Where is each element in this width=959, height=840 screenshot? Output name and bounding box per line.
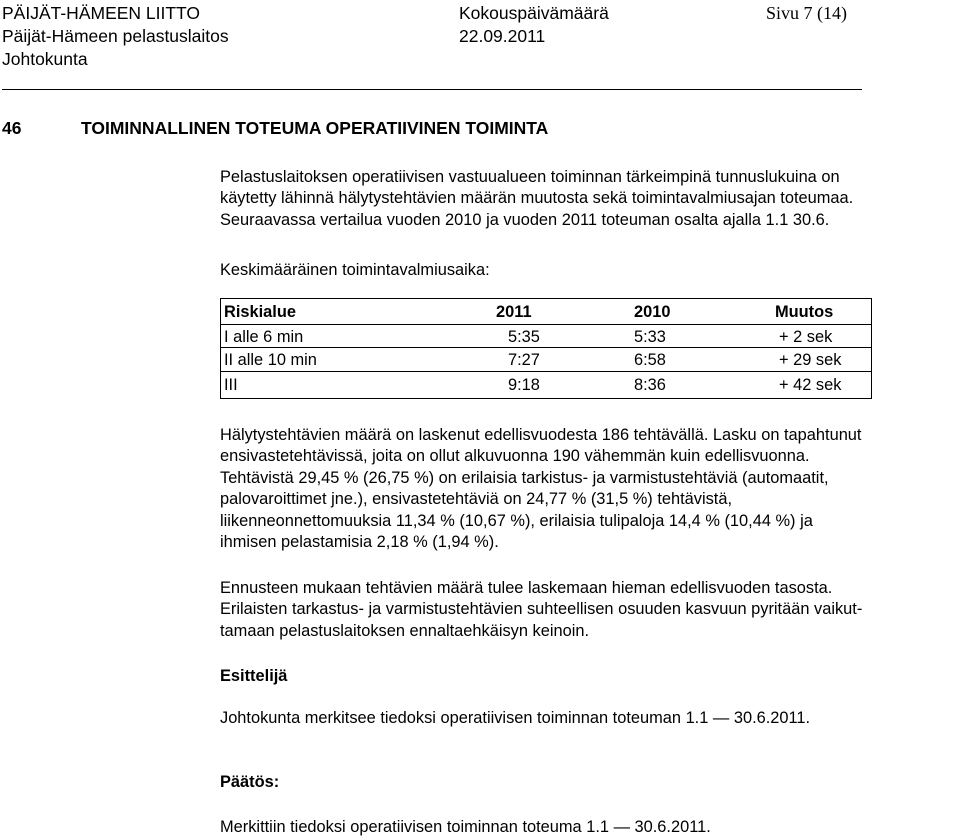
section-number: 46 bbox=[2, 118, 22, 138]
table-cell: 5:33 bbox=[634, 328, 666, 346]
table-cell: 5:35 bbox=[508, 328, 540, 346]
decision-text: Merkittiin tiedoksi operatiivisen toiminnan toteuma 1.1 — 30.6.2011. bbox=[220, 818, 711, 836]
header-body: Johtokunta bbox=[2, 49, 88, 69]
table-cell: 9:18 bbox=[508, 376, 540, 394]
intro-line: Pelastuslaitoksen operatiivisen vastuualueen toiminnan tärkeimpinä tunnuslukuina on bbox=[220, 168, 840, 186]
table-rule bbox=[220, 371, 872, 372]
table-cell: II alle 10 min bbox=[224, 351, 317, 369]
table-header-2010: 2010 bbox=[634, 303, 671, 321]
table-header-riskialue: Riskialue bbox=[224, 303, 296, 321]
table-rule bbox=[220, 298, 221, 398]
header-org-sub: Päijät-Hämeen pelastuslaitos bbox=[2, 26, 229, 46]
table-cell: I alle 6 min bbox=[224, 328, 304, 346]
header-page-number: Sivu 7 (14) bbox=[766, 3, 847, 23]
table-cell: 8:36 bbox=[634, 376, 666, 394]
table-header-2011: 2011 bbox=[496, 303, 532, 321]
table-rule bbox=[220, 347, 872, 348]
table-cell: + 29 sek bbox=[779, 351, 842, 369]
table-cell: 6:58 bbox=[634, 351, 666, 369]
paragraph-line: palovaroittimet jne.), ensivastetehtäviä on 24,77 % (31,5 %) tehtävistä, bbox=[220, 490, 733, 508]
paragraph-line: Hälytystehtävien määrä on laskenut edellisvuodesta 186 tehtävällä. Lasku on tapahtunut bbox=[220, 426, 862, 444]
table-cell: + 42 sek bbox=[779, 376, 842, 394]
paragraph-line: liikenneonnettomuuksia 11,34 % (10,67 %), erilaisia tulipaloja 14,4 % (10,44 %) ja bbox=[220, 512, 813, 530]
paragraph-line: Ennusteen mukaan tehtävien määrä tulee laskemaan hieman edellisvuoden tasosta. bbox=[220, 579, 833, 597]
table-caption: Keskimääräinen toimintavalmiusaika: bbox=[220, 261, 490, 279]
table-rule bbox=[220, 324, 872, 325]
paragraph-line: tamaan pelastuslaitoksen ennaltaehkäisyn keinoin. bbox=[220, 622, 590, 640]
presenter-label: Esittelijä bbox=[220, 667, 288, 685]
paragraph-line: Tehtävistä 29,45 % (26,75 %) on erilaisia tarkistus- ja varmistustehtäviä (automaatit, bbox=[220, 469, 829, 487]
intro-line: Seuraavassa vertailua vuoden 2010 ja vuoden 2011 toteuman osalta ajalla 1.1 30.6. bbox=[220, 211, 830, 229]
decision-label: Päätös: bbox=[220, 773, 280, 791]
paragraph-line: Erilaisten tarkastus- ja varmistustehtävien suhteellisen osuuden kasvuun pyritään vaikut- bbox=[220, 600, 863, 618]
presenter-proposal: Johtokunta merkitsee tiedoksi operatiivisen toiminnan toteuman 1.1 — 30.6.2011. bbox=[220, 709, 811, 727]
table-rule bbox=[220, 398, 872, 399]
paragraph-line: ensivastetehtävissä, joita on ollut alkuvuonna 190 vähemmän kuin edellisvuonna. bbox=[220, 447, 810, 465]
table-cell: + 2 sek bbox=[779, 328, 833, 346]
table-rule bbox=[871, 298, 872, 398]
table-rule bbox=[220, 298, 872, 299]
table-cell: 7:27 bbox=[508, 351, 540, 369]
table-header-muutos: Muutos bbox=[775, 303, 834, 321]
header-org: PÄIJÄT-HÄMEEN LIITTO bbox=[2, 3, 201, 23]
intro-line: käytetty lähinnä hälytystehtävien määrän muutosta sekä toimintavalmiusajan toteumaa. bbox=[220, 189, 854, 207]
header-meeting-date: 22.09.2011 bbox=[459, 26, 546, 46]
table-cell: III bbox=[224, 376, 238, 394]
paragraph-line: ihmisen pelastamisia 2,18 % (1,94 %). bbox=[220, 533, 499, 551]
header-rule bbox=[2, 89, 862, 90]
header-meeting-label: Kokouspäivämäärä bbox=[459, 3, 609, 23]
section-title: TOIMINNALLINEN TOTEUMA OPERATIIVINEN TOIMINTA bbox=[81, 118, 549, 138]
